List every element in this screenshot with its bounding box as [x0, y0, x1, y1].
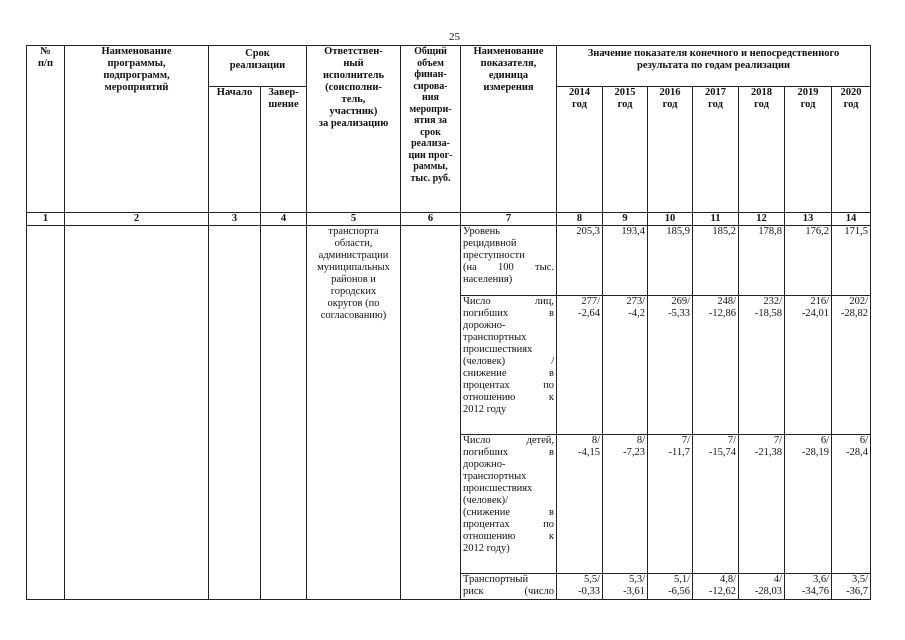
value-cell: 4/ -28,03 [739, 574, 785, 600]
col-num-9: 9 [603, 213, 648, 226]
indicator-line: транспортных [463, 332, 527, 343]
year-2015-text: 2015 год [614, 87, 636, 110]
value-cell: 176,2 [785, 226, 832, 296]
value-cell: 205,3 [557, 226, 603, 296]
page-number: 25 [449, 31, 460, 43]
indicator-line: процентах по [463, 380, 554, 391]
column-number-row [27, 213, 871, 226]
header-year-2014 [557, 87, 603, 213]
indicator-line: происшествиях [463, 344, 533, 355]
col-num-10: 10 [648, 213, 693, 226]
indicator-line: (человек)/ [463, 495, 508, 506]
table-row [27, 226, 871, 296]
indicator-line: 2012 году) [463, 543, 510, 554]
value-cell: 202/ -28,82 [832, 296, 871, 435]
col-num-3: 3 [209, 213, 261, 226]
indicator-line: отношению к [463, 392, 554, 403]
value-cell: 4,8/ -12,62 [693, 574, 739, 600]
year-2018-text: 2018 год [751, 87, 772, 110]
header-program-name [65, 46, 209, 213]
value-cell: 3,6/ -34,76 [785, 574, 832, 600]
value-cell: 7/ -21,38 [739, 435, 785, 574]
value-cell: 8/ -7,23 [603, 435, 648, 574]
header-end-text: Завер- шение [268, 87, 299, 110]
header-values-title [557, 46, 871, 87]
col-num-13: 13 [785, 213, 832, 226]
value-cell: 193,4 [603, 226, 648, 296]
col-num-4: 4 [261, 213, 307, 226]
col-num-14: 14 [832, 213, 871, 226]
header-num-text: № п/п [37, 46, 54, 69]
indicator-cell [461, 574, 557, 600]
value-cell: 178,8 [739, 226, 785, 296]
header-year-2018 [739, 87, 785, 213]
indicator-line: 2012 году [463, 404, 507, 415]
value-cell: 5,1/ -6,56 [648, 574, 693, 600]
col-num-6: 6 [401, 213, 461, 226]
value-cell: 277/ -2,64 [557, 296, 603, 435]
value-cell: 273/ -4,2 [603, 296, 648, 435]
indicator-line: (на 100 тыс. [463, 262, 554, 273]
indicator-line: Число лиц, [463, 296, 554, 307]
program-indicators-table [26, 45, 871, 600]
header-financing [401, 46, 461, 213]
header-financing-text: Общий объем финан- сирова- ния меропри- ятия за срок реализа- ции прог- раммы, тыс. руб. [408, 46, 453, 184]
indicator-line: населения) [463, 274, 513, 285]
header-num [27, 46, 65, 213]
indicator-line: отношению к [463, 531, 554, 542]
col-num-7: 7 [461, 213, 557, 226]
indicator-line: дорожно- [463, 320, 506, 331]
header-executor [307, 46, 401, 213]
indicator-line: снижение в [463, 368, 554, 379]
cell-start [209, 226, 261, 600]
header-year-2019 [785, 87, 832, 213]
year-2017-text: 2017 год [705, 87, 726, 110]
header-year-2020 [832, 87, 871, 213]
col-num-5: 5 [307, 213, 401, 226]
header-period [209, 46, 307, 87]
header-indicator-text: Наименование показателя, единица измерения [473, 46, 544, 93]
value-cell: 216/ -24,01 [785, 296, 832, 435]
col-num-11: 11 [693, 213, 739, 226]
header-year-2016 [648, 87, 693, 213]
header-end [261, 87, 307, 213]
executor-text: транспорта области, администрации муниципальных районов и городских округов (по согласованию) [317, 226, 390, 321]
indicator-line: процентах по [463, 519, 554, 530]
col-num-12: 12 [739, 213, 785, 226]
value-cell: 248/ -12,86 [693, 296, 739, 435]
col-num-2: 2 [65, 213, 209, 226]
col-num-8: 8 [557, 213, 603, 226]
header-period-text: Срок реализации [229, 48, 286, 71]
header-program-name-text: Наименование программы, подпрограмм, мероприятий [101, 46, 172, 93]
indicator-line: риск (число [463, 586, 554, 597]
indicator-line: погибших в [463, 308, 554, 319]
value-cell: 8/ -4,15 [557, 435, 603, 574]
indicator-cell [461, 435, 557, 574]
indicator-line: (снижение в [463, 507, 554, 518]
indicator-cell [461, 296, 557, 435]
header-values-title-text: Значение показателя конечного и непосредственного результата по годам реализации [587, 48, 840, 71]
header-start: Начало [209, 87, 261, 213]
col-num-1: 1 [27, 213, 65, 226]
header-year-2017 [693, 87, 739, 213]
indicator-line: погибших в [463, 447, 554, 458]
indicator-line: рецидивной [463, 238, 517, 249]
value-cell: 269/ -5,33 [648, 296, 693, 435]
year-2014-text: 2014 год [569, 87, 590, 110]
year-2016-text: 2016 год [659, 87, 681, 110]
value-cell: 171,5 [832, 226, 871, 296]
indicator-line: происшествиях [463, 483, 533, 494]
indicator-line: дорожно- [463, 459, 506, 470]
value-cell: 3,5/ -36,7 [832, 574, 871, 600]
indicator-line: Число детей, [463, 435, 554, 446]
header-indicator [461, 46, 557, 213]
cell-financing [401, 226, 461, 600]
value-cell: 232/ -18,58 [739, 296, 785, 435]
indicator-line: преступности [463, 250, 525, 261]
value-cell: 185,2 [693, 226, 739, 296]
indicator-line: (человек) / [463, 356, 554, 367]
value-cell: 6/ -28,19 [785, 435, 832, 574]
value-cell: 6/ -28,4 [832, 435, 871, 574]
header-year-2015 [603, 87, 648, 213]
indicator-line: транспортных [463, 471, 527, 482]
value-cell: 7/ -11,7 [648, 435, 693, 574]
indicator-line: Уровень [463, 226, 500, 237]
value-cell: 5,3/ -3,61 [603, 574, 648, 600]
indicator-line: Транспортный [463, 574, 529, 585]
year-2020-text: 2020 год [840, 87, 862, 110]
value-cell: 7/ -15,74 [693, 435, 739, 574]
indicator-cell [461, 226, 557, 296]
value-cell: 185,9 [648, 226, 693, 296]
value-cell: 5,5/ -0,33 [557, 574, 603, 600]
header-row-1 [27, 46, 871, 87]
cell-end [261, 226, 307, 600]
header-executor-text: Ответствен- ный исполнитель (соисполни- тель, участник) за реализацию [318, 46, 389, 129]
cell-executor [307, 226, 401, 600]
cell-num [27, 226, 65, 600]
cell-program-name [65, 226, 209, 600]
year-2019-text: 2019 год [797, 87, 819, 110]
